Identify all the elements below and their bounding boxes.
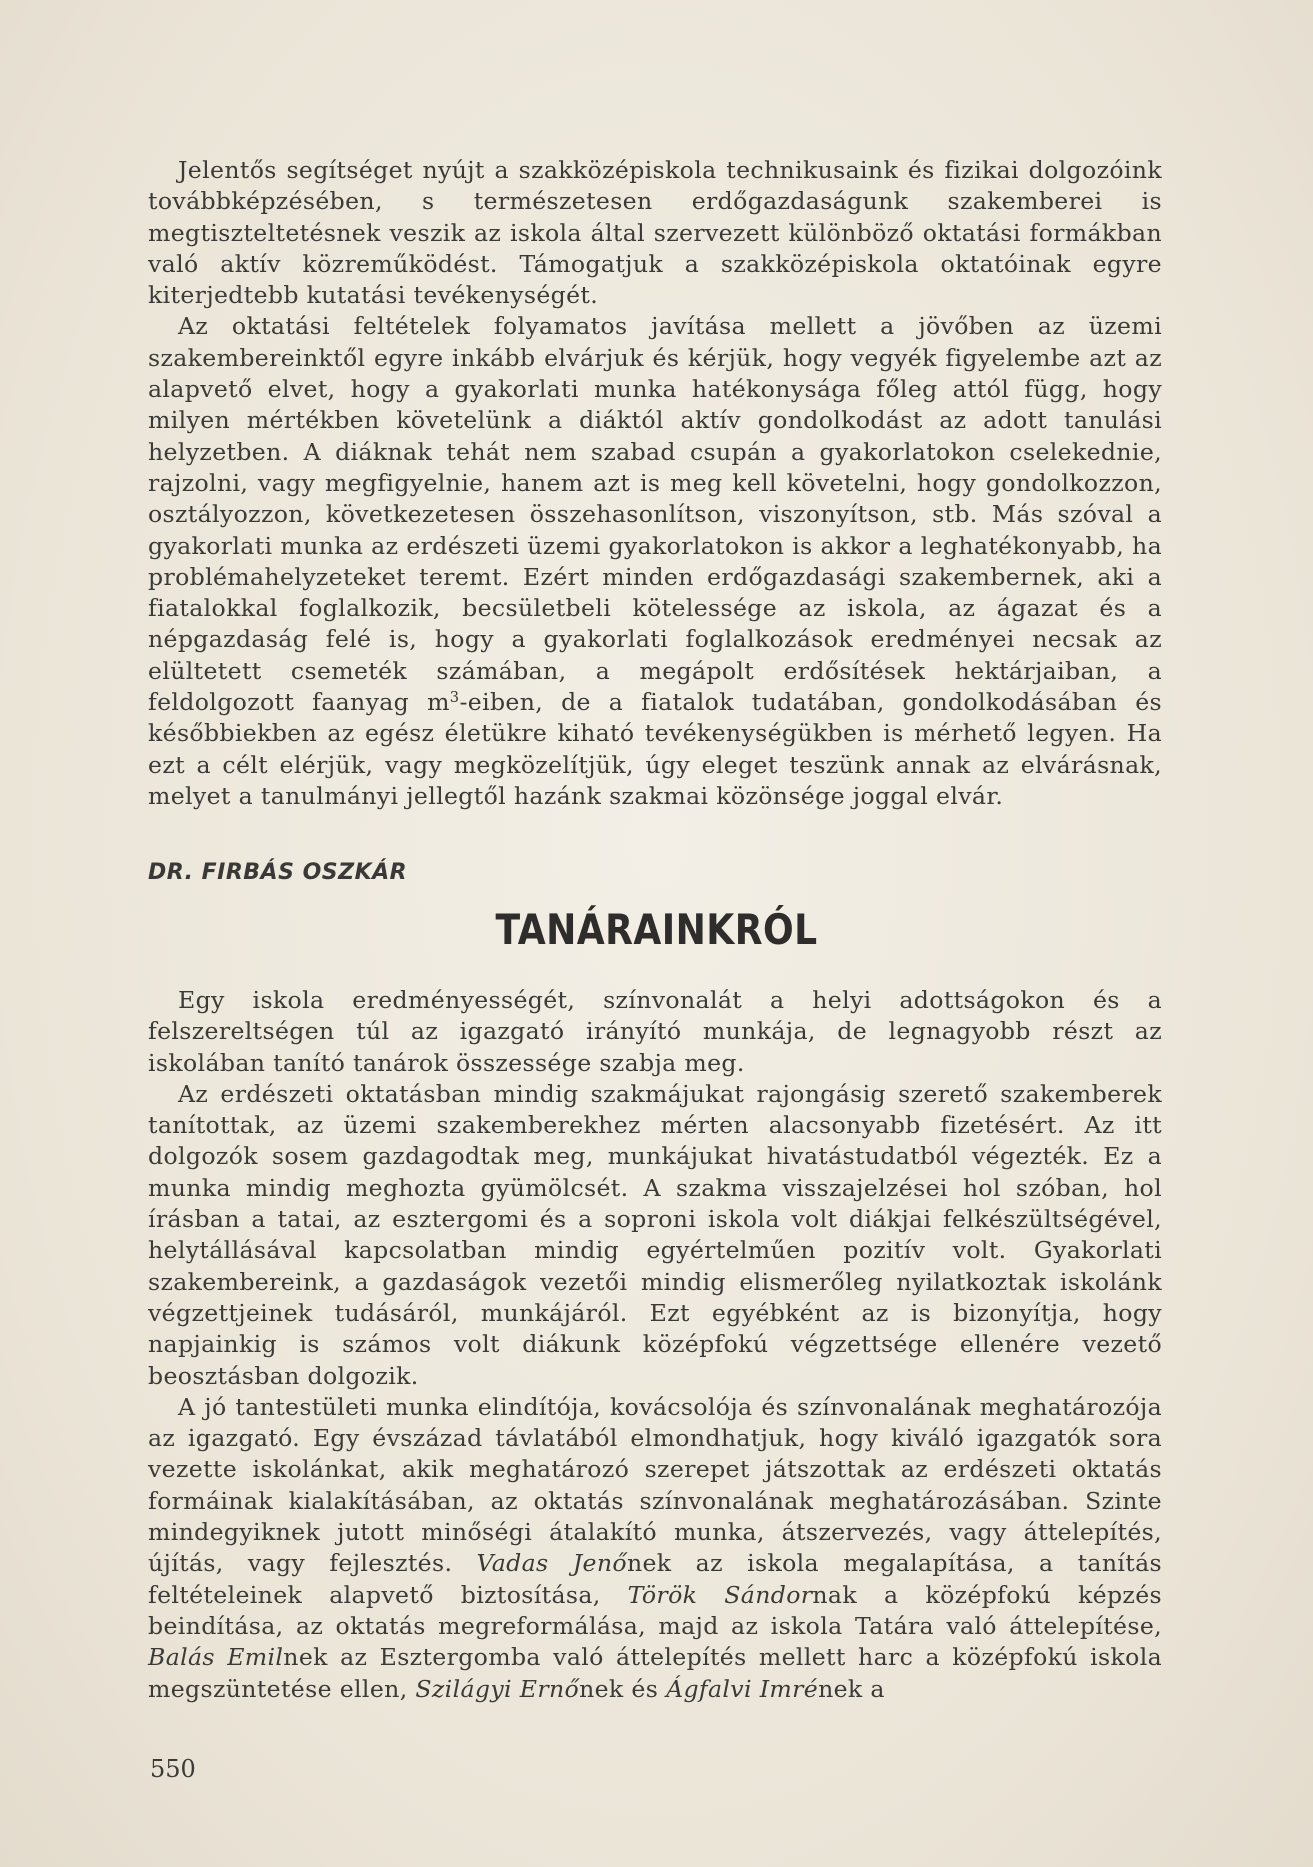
paragraph-text: nek a xyxy=(818,1674,885,1703)
paragraph: Jelentős segítséget nyújt a szakközépiskola technikusaink és fizikai dolgozóink továbbképzésében, s természetesen erdőgazdaságunk szakemberei is megtiszteltetésnek veszik az iskola által szervezett különböző oktatási formákban való aktív közreműködést. Támogatjuk a szakközépiskola oktatóinak egyre kiterjedtebb kutatási tevékenységét. xyxy=(148,156,1162,310)
text-block-article xyxy=(148,985,1162,1705)
article-title: TANÁRAINKRÓL xyxy=(495,905,818,954)
person-name: Ágfalvi Imré xyxy=(666,1674,819,1703)
paragraph-text: nek az iskola megalapítása, a tanítás feltételeinek alapvető biztosítása, xyxy=(148,1549,1162,1609)
superscript: 3 xyxy=(449,689,460,706)
paragraph-text: A jó tantestületi munka elindítója, kovácsolója és színvonalának meghatározója az igazgató. Egy évszázad távlatából elmondhatjuk, hogy kiváló igazgatók sora vezette iskolánkat, akik meghatározó szerepet játszottak az erdészeti oktatás formáinak kialakításában, az oktatás színvonalának meghatározásában. Szinte mindegyiknek jutott minőségi átalakító munka, átszervezés, vagy áttelepítés, újítás, vagy fejlesztés. xyxy=(148,1392,1162,1578)
person-name: Szilágyi Ernő xyxy=(415,1674,580,1703)
paragraph xyxy=(148,1392,1162,1705)
person-name: Balás Emil xyxy=(148,1643,284,1672)
author-name: DR. FIRBÁS OSZKÁR xyxy=(148,860,408,885)
paragraph-text: nak a középfokú képzés beindítása, az oktatás megreformálása, majd az iskola Tatára való áttelepítése, xyxy=(148,1580,1162,1640)
paragraph: Az erdészeti oktatásban mindig szakmájukat rajongásig szerető szakemberek tanítottak, az üzemi szakemberekhez mérten alacsonyabb fizetésért. Az itt dolgozók sosem gazdagodtak meg, munkájukat hivatástudatból végezték. Ez a munka mindig meghozta gyümölcsét. A szakma visszajelzései hol szóban, hol írásban a tatai, az esztergomi és a soproni iskola volt diákjai felkészültségével, helytállásával kapcsolatban mindig egyértelműen pozitív volt. Gyakorlati szakembereink, a gazdaságok vezetői mindig elismerőleg nyilatkoztak iskolánk végzettjeinek tudásáról, munkájáról. Ezt egyébként az is bizonyítja, hogy napjainkig is számos volt diákunk középfokú végzettsége ellenére vezető beosztásban dolgozik. xyxy=(148,1079,1162,1390)
person-name: Vadas Jenő xyxy=(476,1549,627,1578)
text-block-top xyxy=(148,155,1162,812)
paragraph-text: nek és xyxy=(579,1674,667,1703)
paragraph: Egy iskola eredményességét, színvonalát a helyi adottságokon és a felszereltségen túl az igazgató irányító munkája, de legnagyobb részt az iskolában tanító tanárok összessége szabja meg. xyxy=(148,986,1162,1077)
person-name: Török Sándor xyxy=(627,1580,813,1609)
paragraph xyxy=(148,311,1162,812)
paragraph-text: Az oktatási feltételek folyamatos javítása mellett a jövőben az üzemi szakembereinktől egyre inkább elvárjuk és kérjük, hogy vegyék figyelembe azt az alapvető elvet, hogy a gyakorlati munka hatékonysága főleg attól függ, hogy milyen mértékben követelünk a diáktól aktív gondolkodást az adott tanulási helyzetben. A diáknak tehát nem szabad csupán a gyakorlatokon cselekednie, rajzolni, vagy megfigyelnie, hanem azt is meg kell követelni, hogy gondolkozzon, osztályozzon, következetesen összehasonlítson, viszonyítson, stb. Más szóval a gyakorlati munka az erdészeti üzemi gyakorlatokon is akkor a leghatékonyabb, ha problémahelyzeteket teremt. Ezért minden erdőgazdasági szakembernek, aki a fiatalokkal foglalkozik, becsületbeli kötelessége az iskola, az ágazat és a népgazdaság felé is, hogy a gyakorlati foglalkozások eredményei necsak az elültetett csemeték számában, a megápolt erdősítések hektárjaiban, a feldolgozott faanyag m xyxy=(148,312,1162,717)
page-number: 550 xyxy=(150,1755,196,1783)
paragraph-text: -eiben, de a fiatalok tudatában, gondolkodásában és későbbiekben az egész életükre kiható tevékenységükben is mérhető legyen. Ha ezt a célt elérjük, vagy megközelítjük, úgy eleget teszünk annak az elvárásnak, melyet a tanulmányi jellegtől hazánk szakmai közönsége joggal elvár. xyxy=(148,688,1162,810)
paragraph-text: nek az Esztergomba való áttelepítés mellett harc a középfokú iskola megszüntetése ellen, xyxy=(148,1643,1163,1703)
